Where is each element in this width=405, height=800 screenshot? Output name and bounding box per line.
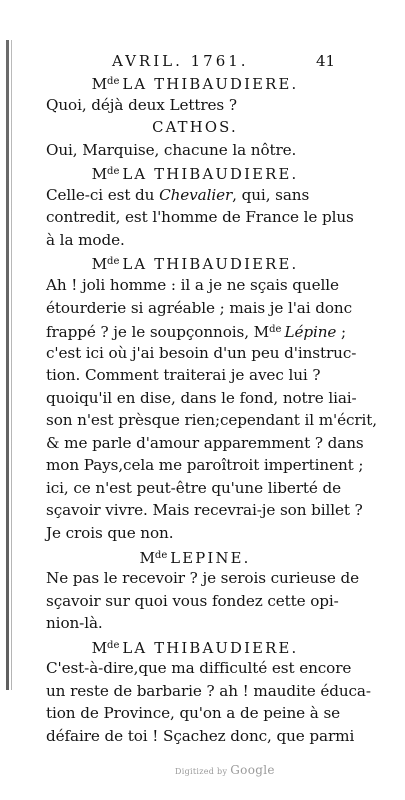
speaker-heading <box>30 72 360 95</box>
speaker-title-superscript: de <box>107 639 120 651</box>
speaker-title-abbrev: M <box>91 165 108 184</box>
speaker-heading <box>30 636 360 659</box>
speaker-title-abbrev: M <box>91 255 108 274</box>
speaker-heading <box>30 546 360 569</box>
google-watermark <box>175 763 275 777</box>
text-line: un reste de barbarie ? ah ! maudite éduca- <box>46 681 371 700</box>
text-segment: frappé ? je le soupçonnois, <box>46 323 254 342</box>
text-line: tion de Province, qu'on a de peine à se <box>46 704 341 723</box>
text-line: & me parle d'amour apparemment ? dans <box>46 433 364 452</box>
text-line: Quoi, déjà deux Lettres ? <box>46 95 237 114</box>
speaker-title-superscript: de <box>107 166 120 178</box>
speaker-title-superscript: de <box>154 549 168 561</box>
speaker-name: LA THIBAUDIERE. <box>122 166 299 184</box>
text-line: sçavoir sur quoi vous fondez cette opi- <box>46 591 339 610</box>
text-line: défaire de toi ! Sçachez donc, que parmi <box>46 726 355 745</box>
speaker-title-abbrev: M <box>91 638 108 657</box>
speaker-heading <box>30 162 360 185</box>
text-line: Je crois que non. <box>46 524 174 542</box>
text-line: contredit, est l'homme de France le plus <box>46 208 354 227</box>
text-line: à la mode. <box>46 230 125 249</box>
text-line: Ah ! joli homme : il a je ne sçais quelle <box>46 275 339 294</box>
page-number: 41 <box>316 52 336 70</box>
text-segment: , qui, sans <box>232 185 310 204</box>
speaker-title-superscript: de <box>107 76 120 87</box>
speaker-name: LA THIBAUDIERE. <box>122 639 299 657</box>
text-line: son n'est prèsque rien;cependant il m'écrit, <box>46 411 378 430</box>
text-line: tion. Comment traiterai je avec lui ? <box>46 366 321 385</box>
text-line: étourderie si agréable ; mais je l'ai donc <box>46 298 353 317</box>
text-line: Oui, Marquise, chacune la nôtre. <box>46 140 297 159</box>
text-line <box>46 320 346 342</box>
title-abbrev: M <box>253 323 270 342</box>
text-line: nion-là. <box>46 614 103 633</box>
speaker-heading <box>30 252 360 275</box>
title-superscript: de <box>269 324 282 336</box>
italic-name: Chevalier <box>159 185 233 204</box>
text-line <box>46 185 309 205</box>
text-line: C'est-à-dire,que ma difficulté est encore <box>46 659 352 678</box>
speaker-title-superscript: de <box>107 256 120 268</box>
text-line: quoiqu'il en dise, dans le fond, notre liai- <box>46 388 357 407</box>
running-title: AVRIL. 1761. <box>112 52 249 70</box>
text-line: mon Pays,cela me paroîtroit impertinent ; <box>46 456 364 475</box>
text-segment: Celle-ci est du <box>46 185 160 204</box>
text-line: ici, ce n'est peut-être qu'une liberté de <box>46 478 342 497</box>
speaker-name: LA THIBAUDIERE. <box>122 76 299 93</box>
watermark-prefix: Digitized by <box>175 767 228 776</box>
watermark-brand: Google <box>230 763 275 777</box>
speaker-title-abbrev: M <box>91 75 108 93</box>
italic-name: Lépine <box>284 323 337 342</box>
text-line: c'est ici où j'ai besoin d'un peu d'instruc- <box>46 343 357 362</box>
text-segment: ; <box>336 323 347 342</box>
speaker-name: LEPINE. <box>170 549 251 567</box>
speaker-name: CATHOS. <box>152 119 238 137</box>
speaker-title-abbrev: M <box>139 548 155 567</box>
text-line: sçavoir vivre. Mais recevrai-je son billet ? <box>46 501 363 520</box>
text-line: Ne pas le recevoir ? je serois curieuse de <box>46 569 360 588</box>
speaker-name: LA THIBAUDIERE. <box>122 256 299 274</box>
speaker-heading <box>30 117 360 138</box>
